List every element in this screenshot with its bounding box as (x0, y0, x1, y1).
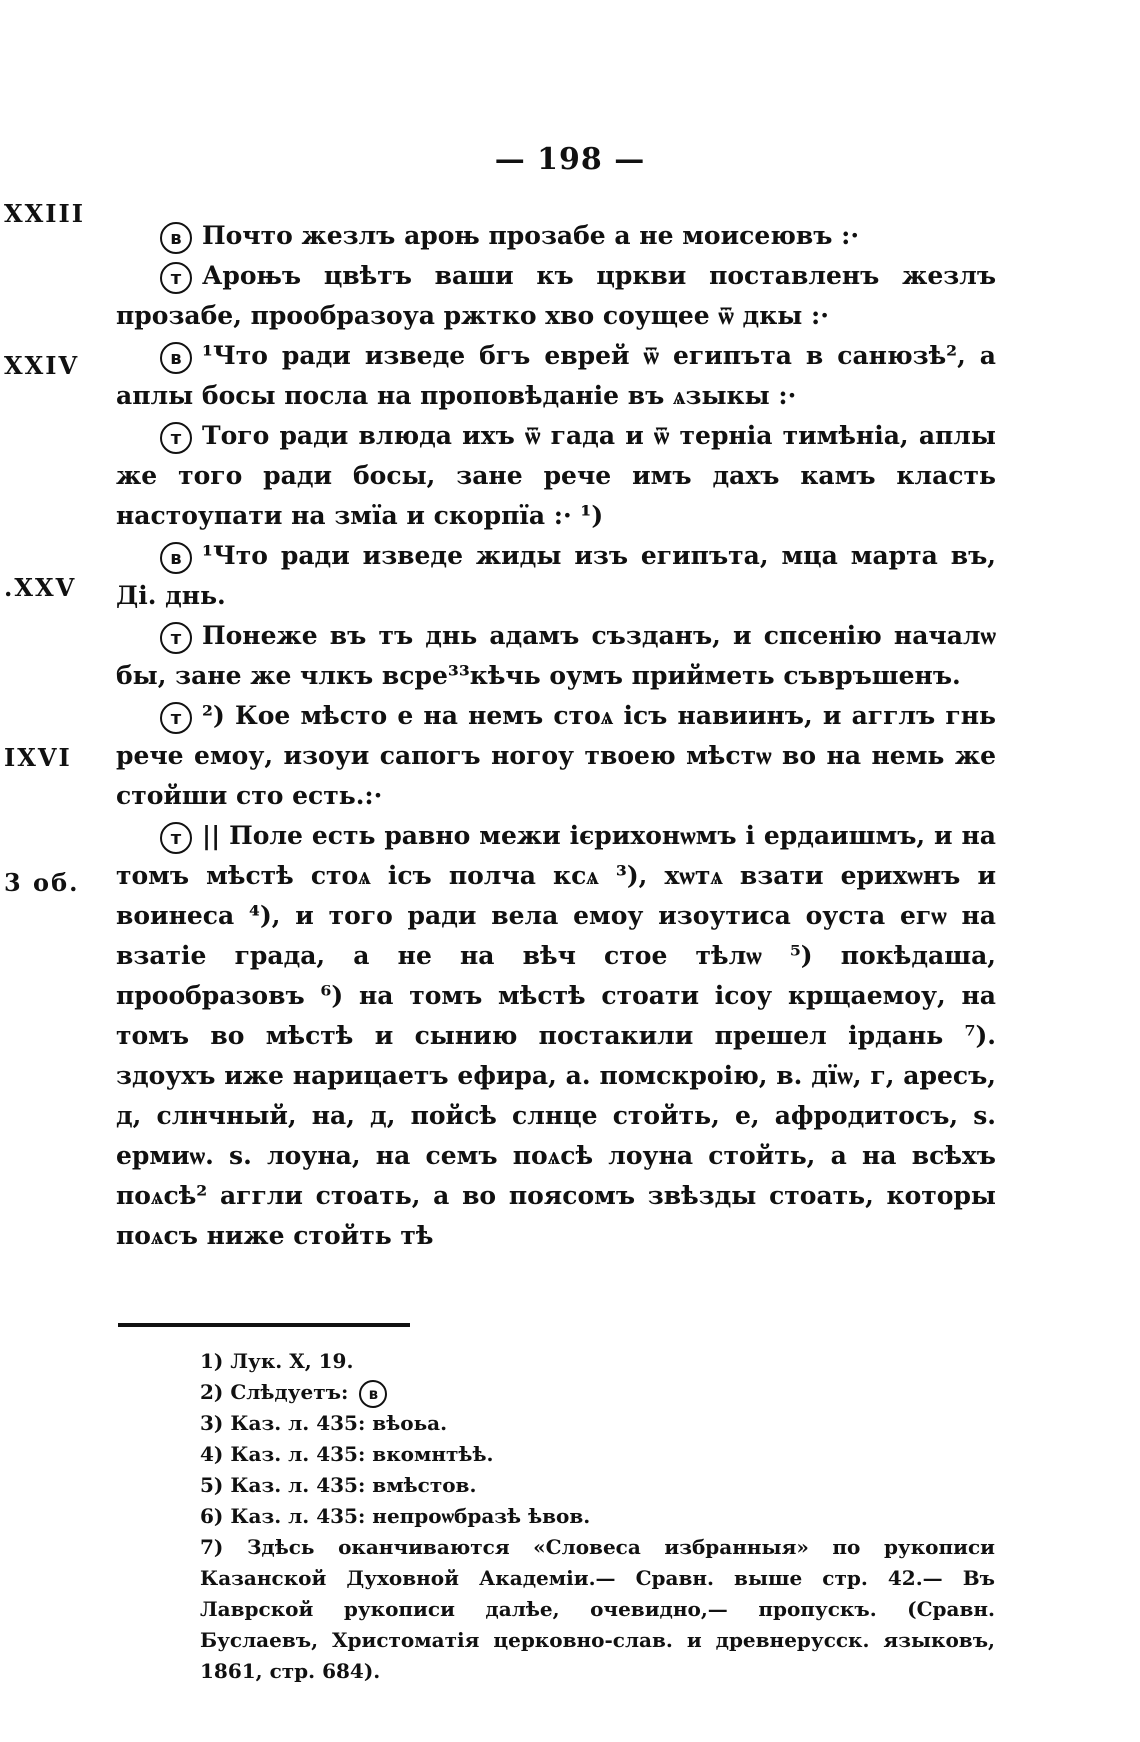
paragraph-4 (116, 416, 996, 536)
paragraph-8 (116, 816, 996, 1256)
paragraph-text: Почто жезлъ ароњ прозабе а не моисеювъ :· (202, 221, 860, 250)
margin-mark-xxiv: XXIV (4, 351, 80, 380)
paragraph-text: Ароњъ цвѣтъ ваши къ цркви поставленъ жезлъ прозабе, прообразоуа ржтко хво соущее ѿ дкы :· (116, 261, 996, 330)
paragraph-text: ²) Кое мѣсто е на немъ стоѧ ісъ навиинъ, и агглъ гнь рече емоу, изоуи сапогъ ногоу твоею мѣстѡ во на немь же стойши сто есть.:· (116, 701, 996, 810)
paragraph-text: ¹Что ради изведе жиды изъ египъта, мца марта въ, Ді. днь. (116, 541, 996, 610)
page-number: — 198 — (494, 142, 646, 177)
speaker-marker-v: в (359, 1380, 387, 1408)
footnote-2 (200, 1377, 995, 1408)
paragraph-1 (116, 216, 996, 256)
footnote-5: 5) Каз. л. 435: вмѣстов. (200, 1473, 477, 1497)
paragraph-text: Понеже въ тъ днь адамъ създанъ, и спсенію началѡ бы, зане же члкъ всре³³кѣчь оумъ прийметь съвръшенъ. (116, 621, 996, 690)
paragraph-2 (116, 256, 996, 336)
main-text (116, 216, 996, 1256)
footnote-text: 2) Слѣдуетъ: (200, 1380, 349, 1404)
footnote-6: 6) Каз. л. 435: непроѡбразѣ ѣвов. (200, 1504, 591, 1528)
footnotes (200, 1346, 995, 1687)
speaker-marker-t: т (160, 822, 192, 854)
paragraph-3 (116, 336, 996, 416)
footnote-3: 3) Каз. л. 435: вѣоьа. (200, 1411, 448, 1435)
margin-mark-xxvi: ΙXVΙ (4, 743, 72, 772)
speaker-marker-v: в (160, 342, 192, 374)
paragraph-text: || Поле есть равно межи ієрихонѡмъ і ердаишмъ, и на томъ мѣстѣ стоѧ ісъ полча ксѧ ³), хѡтѧ взати ерихѡнъ и воинеса ⁴), и того ради вела емоу изоутиса оуста егѡ на взатіе града, а не на вѣч стое тѣлѡ ⁵) покѣдаша, прообразовъ ⁶) на томъ мѣстѣ стоати ісоу крщаемоу, на томъ во мѣстѣ и сынию постакили прешел ірдань ⁷). здоухъ иже нарицаетъ ефира, а. помскроію, в. дїѡ, г, аресъ, д, слнчный, на, д, пойсѣ слнце стойть, е, афродитосъ, ѕ. ермиѡ. ѕ. лоуна, на семъ поѧсѣ лоуна стойть, а на всѣхъ поѧсѣ² аггли стоать, а во поясомъ звѣзды стоать, которы поѧсъ ниже стойть тѣ (116, 821, 996, 1250)
footnote-1: 1) Лук. X, 19. (200, 1349, 354, 1373)
margin-mark-folio: 3 об. (4, 868, 80, 897)
paragraph-5 (116, 536, 996, 616)
footnote-divider (118, 1323, 410, 1327)
paragraph-text: Того ради влюда ихъ ѿ гада и ѿ терніа тимѣніа, аплы же того ради босы, зане рече имъ дахъ камъ класть настоупати на змїа и скорпїа :· ¹) (116, 421, 996, 530)
paragraph-6 (116, 616, 996, 696)
footnote-4: 4) Каз. л. 435: вкомнтѣѣ. (200, 1442, 494, 1466)
speaker-marker-t: т (160, 622, 192, 654)
paragraph-7 (116, 696, 996, 816)
speaker-marker-t: т (160, 262, 192, 294)
margin-mark-xxv: .XXV (4, 573, 77, 602)
speaker-marker-v: в (160, 542, 192, 574)
speaker-marker-t: т (160, 422, 192, 454)
speaker-marker-t: т (160, 702, 192, 734)
footnote-7: 7) Здѣсь оканчиваются «Словеса избранныя» по рукописи Казанской Духовной Академіи.— Сравн. выше стр. 42.— Въ Лаврской рукописи далѣе, очевидно,— пропускъ. (Сравн. Буслаевъ, Христоматія церковно-слав. и древнерусск. языковъ, 1861, стр. 684). (200, 1535, 995, 1683)
speaker-marker-v: в (160, 222, 192, 254)
margin-mark-xxiii: XXIII (4, 199, 85, 228)
paragraph-text: ¹Что ради изведе бгъ еврей ѿ египъта в санюзѣ², а аплы босы посла на проповѣданіе въ ѧзыкы :· (116, 341, 996, 410)
